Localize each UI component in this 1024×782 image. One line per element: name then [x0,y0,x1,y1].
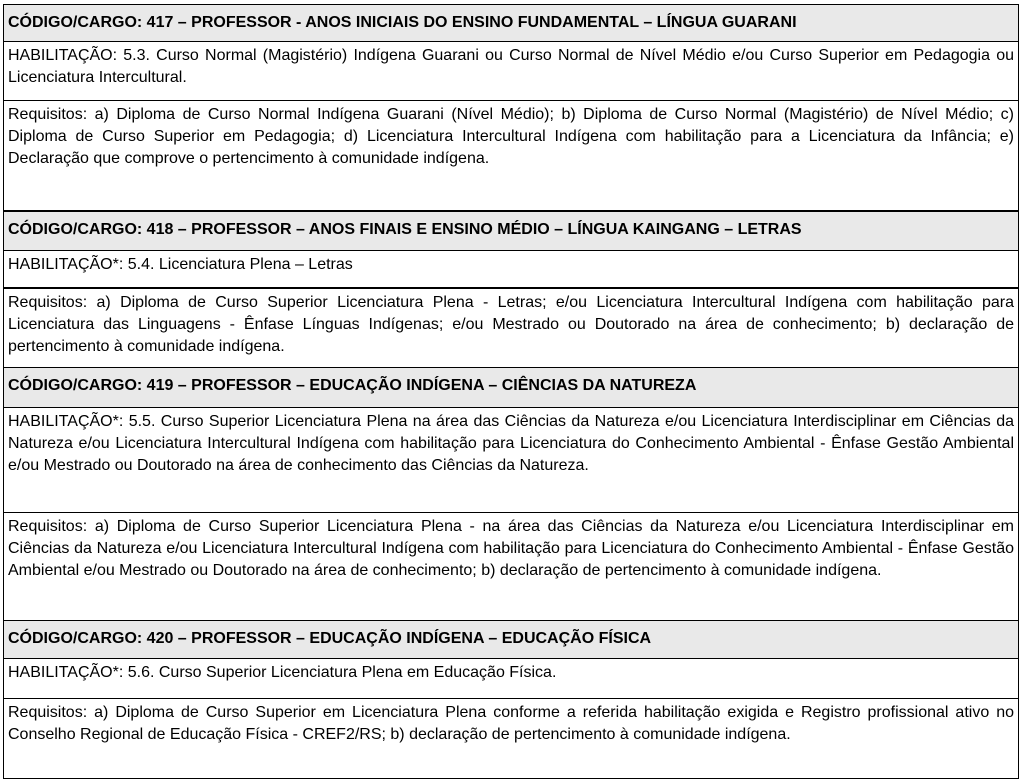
section-417-header: CÓDIGO/CARGO: 417 – PROFESSOR - ANOS INICIAIS DO ENSINO FUNDAMENTAL – LÍNGUA GUARANI [3,4,1019,42]
section-420-habilitacao: HABILITAÇÃO*: 5.6. Curso Superior Licenciatura Plena em Educação Física. [3,659,1019,699]
section-419-habilitacao: HABILITAÇÃO*: 5.5. Curso Superior Licenciatura Plena na área das Ciências da Natureza e/ou Licenciatura Interdisciplinar em Ciências da Natureza e/ou Licenciatura Intercultural Indígena com habilitação para Licenciatura do Conhecimento Ambiental - Ênfase Gestão Ambiental e/ou Mestrado ou Doutorado na área de conhecimento das Ciências da Natureza. [3,408,1019,513]
section-419-header: CÓDIGO/CARGO: 419 – PROFESSOR – EDUCAÇÃO INDÍGENA – CIÊNCIAS DA NATUREZA [3,368,1019,408]
section-418-header: CÓDIGO/CARGO: 418 – PROFESSOR – ANOS FINAIS E ENSINO MÉDIO – LÍNGUA KAINGANG – LETRAS [3,212,1019,251]
section-420-header: CÓDIGO/CARGO: 420 – PROFESSOR – EDUCAÇÃO INDÍGENA – EDUCAÇÃO FÍSICA [3,621,1019,659]
section-417-requisitos: Requisitos: a) Diploma de Curso Normal Indígena Guarani (Nível Médio); b) Diploma de Curso Normal (Magistério) de Nível Médio; c) Diploma de Curso Superior em Pedagogia; d) Licenciatura Intercultural Indígena com habilitação para a Licenciatura da Infância; e) Declaração que comprove o pertencimento à comunidade indígena. [3,101,1019,212]
section-418-habilitacao: HABILITAÇÃO*: 5.4. Licenciatura Plena – Letras [3,251,1019,289]
section-420-requisitos: Requisitos: a) Diploma de Curso Superior em Licenciatura Plena conforme a referida habilitação exigida e Registro profissional ativo no Conselho Regional de Educação Física - CREF2/RS; b) declaração de pertencimento à comunidade indígena. [3,699,1019,779]
section-419-requisitos: Requisitos: a) Diploma de Curso Superior Licenciatura Plena - na área das Ciências da Natureza e/ou Licenciatura Interdisciplinar em Ciências da Natureza e/ou Licenciatura Intercultural Indígena com habilitação para Licenciatura do Conhecimento Ambiental - Ênfase Gestão Ambiental e/ou Mestrado ou Doutorado na área de conhecimento; b) declaração de pertencimento à comunidade indígena. [3,513,1019,621]
section-418-requisitos: Requisitos: a) Diploma de Curso Superior Licenciatura Plena - Letras; e/ou Licenciatura Intercultural Indígena com habilitação para Licenciatura das Linguagens - Ênfase Línguas Indígenas; e/ou Mestrado ou Doutorado na área de conhecimento; b) declaração de pertencimento à comunidade indígena. [3,289,1019,368]
section-417-habilitacao: HABILITAÇÃO: 5.3. Curso Normal (Magistério) Indígena Guarani ou Curso Normal de Nível Médio e/ou Curso Superior em Pedagogia ou Licenciatura Intercultural. [3,42,1019,101]
